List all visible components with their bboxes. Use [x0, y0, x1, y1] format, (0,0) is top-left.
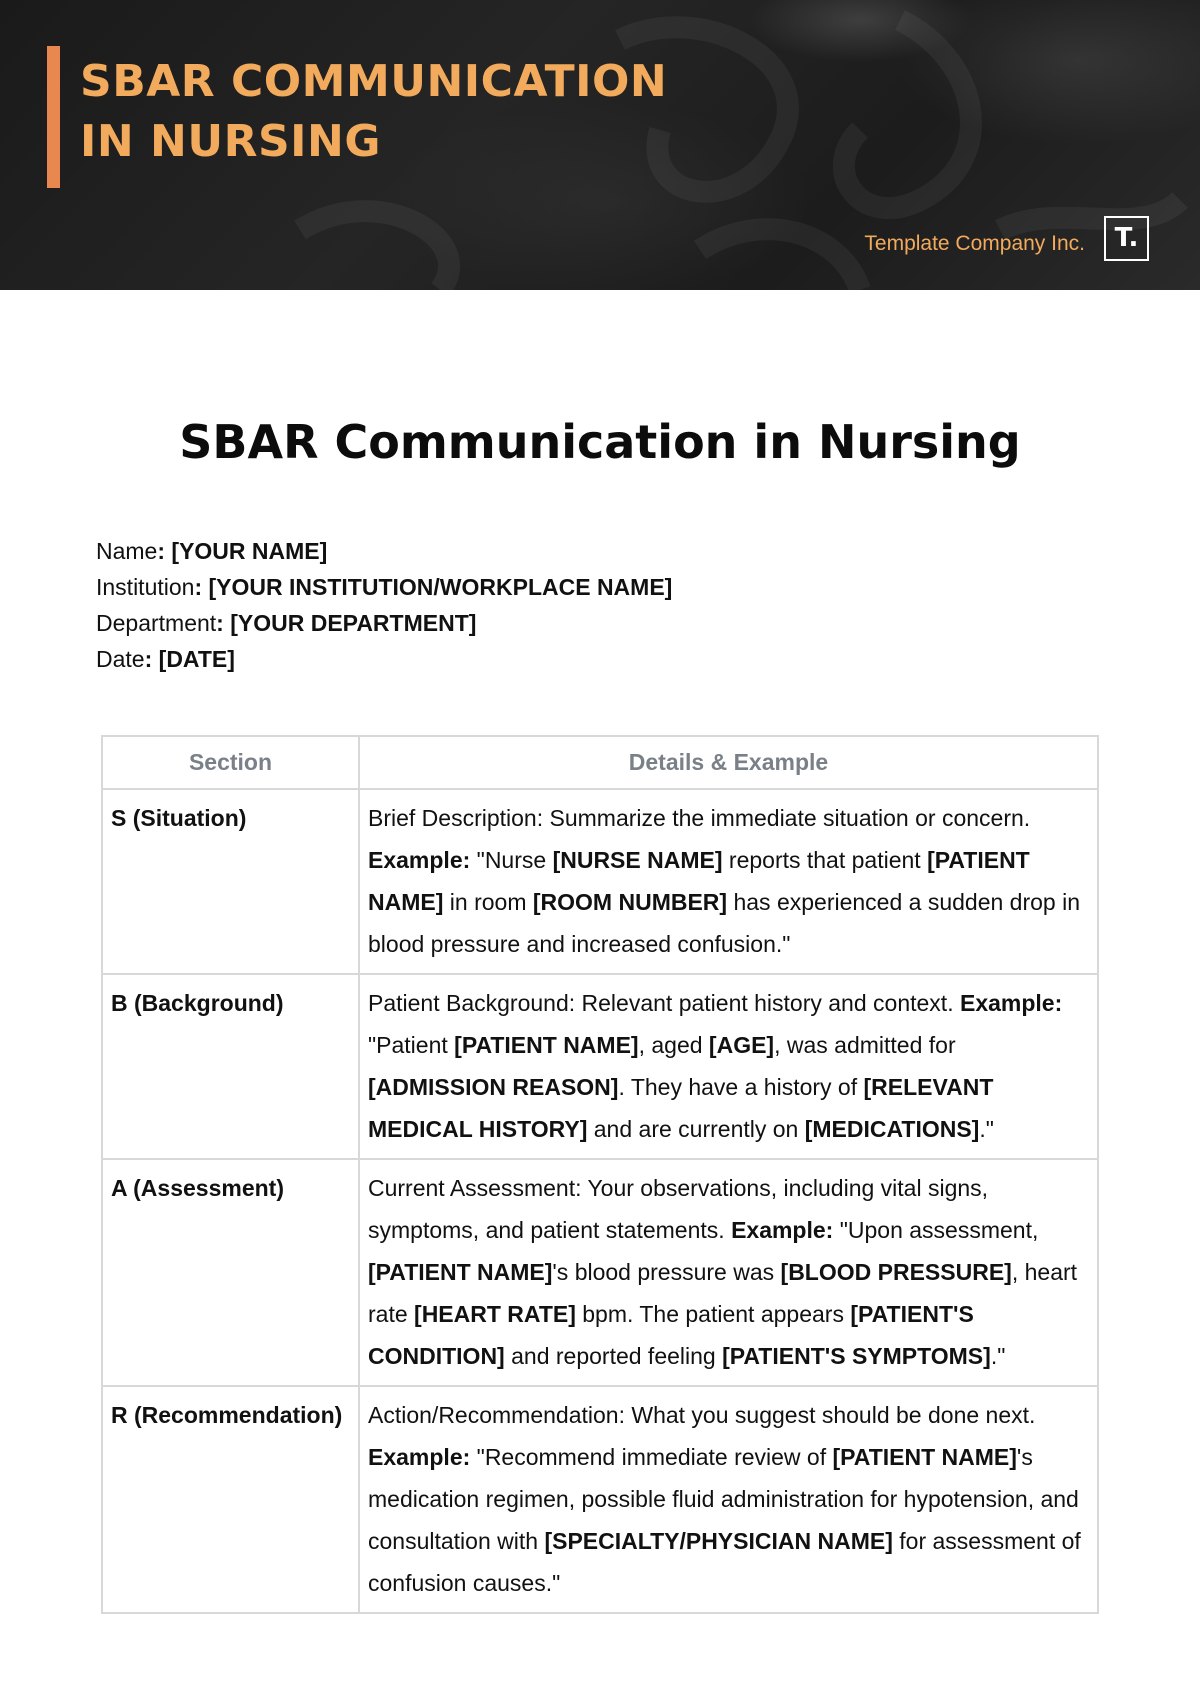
- meta-date-value: [DATE]: [158, 646, 235, 672]
- details-bold-text: [RELEVANT MEDICAL HISTORY]: [368, 1074, 994, 1142]
- details-cell: [359, 974, 1098, 1159]
- section-cell: A (Assessment): [102, 1159, 359, 1386]
- table-body: [102, 789, 1098, 1613]
- details-bold-text: [ADMISSION REASON]: [368, 1074, 619, 1100]
- title-accent-bar: [47, 46, 60, 188]
- details-bold-text: Example:: [959, 990, 1063, 1016]
- sbar-table: [101, 735, 1099, 1614]
- company-logo: T.: [1104, 216, 1149, 261]
- meta-department-row: Department: [YOUR DEPARTMENT]: [96, 610, 477, 636]
- details-text: bpm. The patient appears: [575, 1301, 851, 1327]
- details-cell: [359, 789, 1098, 974]
- table-header-row: [102, 736, 1098, 789]
- details-bold-text: [PATIENT'S SYMPTOMS]: [722, 1343, 991, 1369]
- details-text: . They have a history of: [618, 1074, 864, 1100]
- details-bold-text: [PATIENT NAME]: [454, 1032, 639, 1058]
- section-cell: B (Background): [102, 974, 359, 1159]
- table-row: [102, 789, 1098, 974]
- banner-title-line-2: IN NURSING: [80, 116, 381, 167]
- details-text: "Nurse: [470, 847, 553, 873]
- details-text: , was admitted for: [774, 1032, 956, 1058]
- details-text: , aged: [638, 1032, 709, 1058]
- meta-institution-row: Institution: [YOUR INSTITUTION/WORKPLACE NAME]: [96, 574, 673, 600]
- details-text: reports that patient: [722, 847, 928, 873]
- banner-title-line-1: SBAR COMMUNICATION: [80, 56, 668, 107]
- details-bold-text: [AGE]: [708, 1032, 775, 1058]
- details-bold-text: Example:: [731, 1217, 834, 1243]
- details-bold-text: [MEDICATIONS]: [804, 1116, 980, 1142]
- details-bold-text: [ROOM NUMBER]: [532, 889, 728, 915]
- details-cell: [359, 1386, 1098, 1613]
- header-banner: [0, 0, 1200, 290]
- header-details: Details & Example: [359, 736, 1098, 789]
- meta-name-value: [YOUR NAME]: [171, 538, 328, 564]
- document-meta: [96, 533, 672, 677]
- section-cell: R (Recommendation): [102, 1386, 359, 1613]
- meta-name-row: Name: [YOUR NAME]: [96, 538, 328, 564]
- header-section: Section: [102, 736, 359, 789]
- details-bold-text: [SPECIALTY/PHYSICIAN NAME]: [544, 1528, 893, 1554]
- details-text: Brief Description: Summarize the immediate situation or concern.: [368, 805, 1031, 831]
- meta-institution-value: [YOUR INSTITUTION/WORKPLACE NAME]: [208, 574, 673, 600]
- details-bold-text: Example:: [368, 847, 471, 873]
- table-row: [102, 974, 1098, 1159]
- details-text: and are currently on: [587, 1116, 805, 1142]
- details-text: 's medication regimen, possible fluid administration for hypotension, and consultation with: [368, 1444, 1079, 1554]
- details-text: has experienced a sudden drop in blood pressure and increased confusion.": [368, 889, 1080, 957]
- details-cell: [359, 1159, 1098, 1386]
- table-row: [102, 1386, 1098, 1613]
- company-name: Template Company Inc.: [864, 232, 1085, 255]
- meta-name-label: Name: [96, 538, 158, 564]
- details-text: Action/Recommendation: What you suggest should be done next.: [368, 1402, 1036, 1428]
- details-text: for assessment of confusion causes.": [368, 1528, 1081, 1596]
- details-bold-text: Example:: [368, 1444, 471, 1470]
- details-bold-text: [BLOOD PRESSURE]: [780, 1259, 1012, 1285]
- details-text: Current Assessment: Your observations, including vital signs, symptoms, and patient statements.: [368, 1175, 989, 1243]
- details-bold-text: [PATIENT'S CONDITION]: [368, 1301, 974, 1369]
- details-text: .": [990, 1343, 1006, 1369]
- table-row: [102, 1159, 1098, 1386]
- details-text: and reported feeling: [504, 1343, 723, 1369]
- details-text: in room: [443, 889, 533, 915]
- section-cell: S (Situation): [102, 789, 359, 974]
- details-text: "Recommend immediate review of: [470, 1444, 833, 1470]
- details-text: "Upon assessment,: [833, 1217, 1039, 1243]
- details-bold-text: [PATIENT NAME]: [368, 1259, 553, 1285]
- details-text: .": [979, 1116, 994, 1142]
- meta-institution-label: Institution: [96, 574, 195, 600]
- details-bold-text: [PATIENT NAME]: [368, 847, 1030, 915]
- details-bold-text: [PATIENT NAME]: [832, 1444, 1017, 1470]
- meta-department-label: Department: [96, 610, 217, 636]
- document-title: SBAR Communication in Nursing: [179, 415, 1021, 469]
- meta-date-label: Date: [96, 646, 145, 672]
- banner-title: [80, 52, 667, 172]
- meta-department-value: [YOUR DEPARTMENT]: [230, 610, 477, 636]
- details-text: , heart rate: [368, 1259, 1078, 1327]
- meta-date-row: Date: [DATE]: [96, 646, 235, 672]
- details-text: Patient Background: Relevant patient history and context.: [368, 990, 960, 1016]
- details-bold-text: [HEART RATE]: [414, 1301, 576, 1327]
- details-bold-text: [NURSE NAME]: [552, 847, 723, 873]
- details-text: "Patient: [368, 1032, 455, 1058]
- details-text: 's blood pressure was: [552, 1259, 781, 1285]
